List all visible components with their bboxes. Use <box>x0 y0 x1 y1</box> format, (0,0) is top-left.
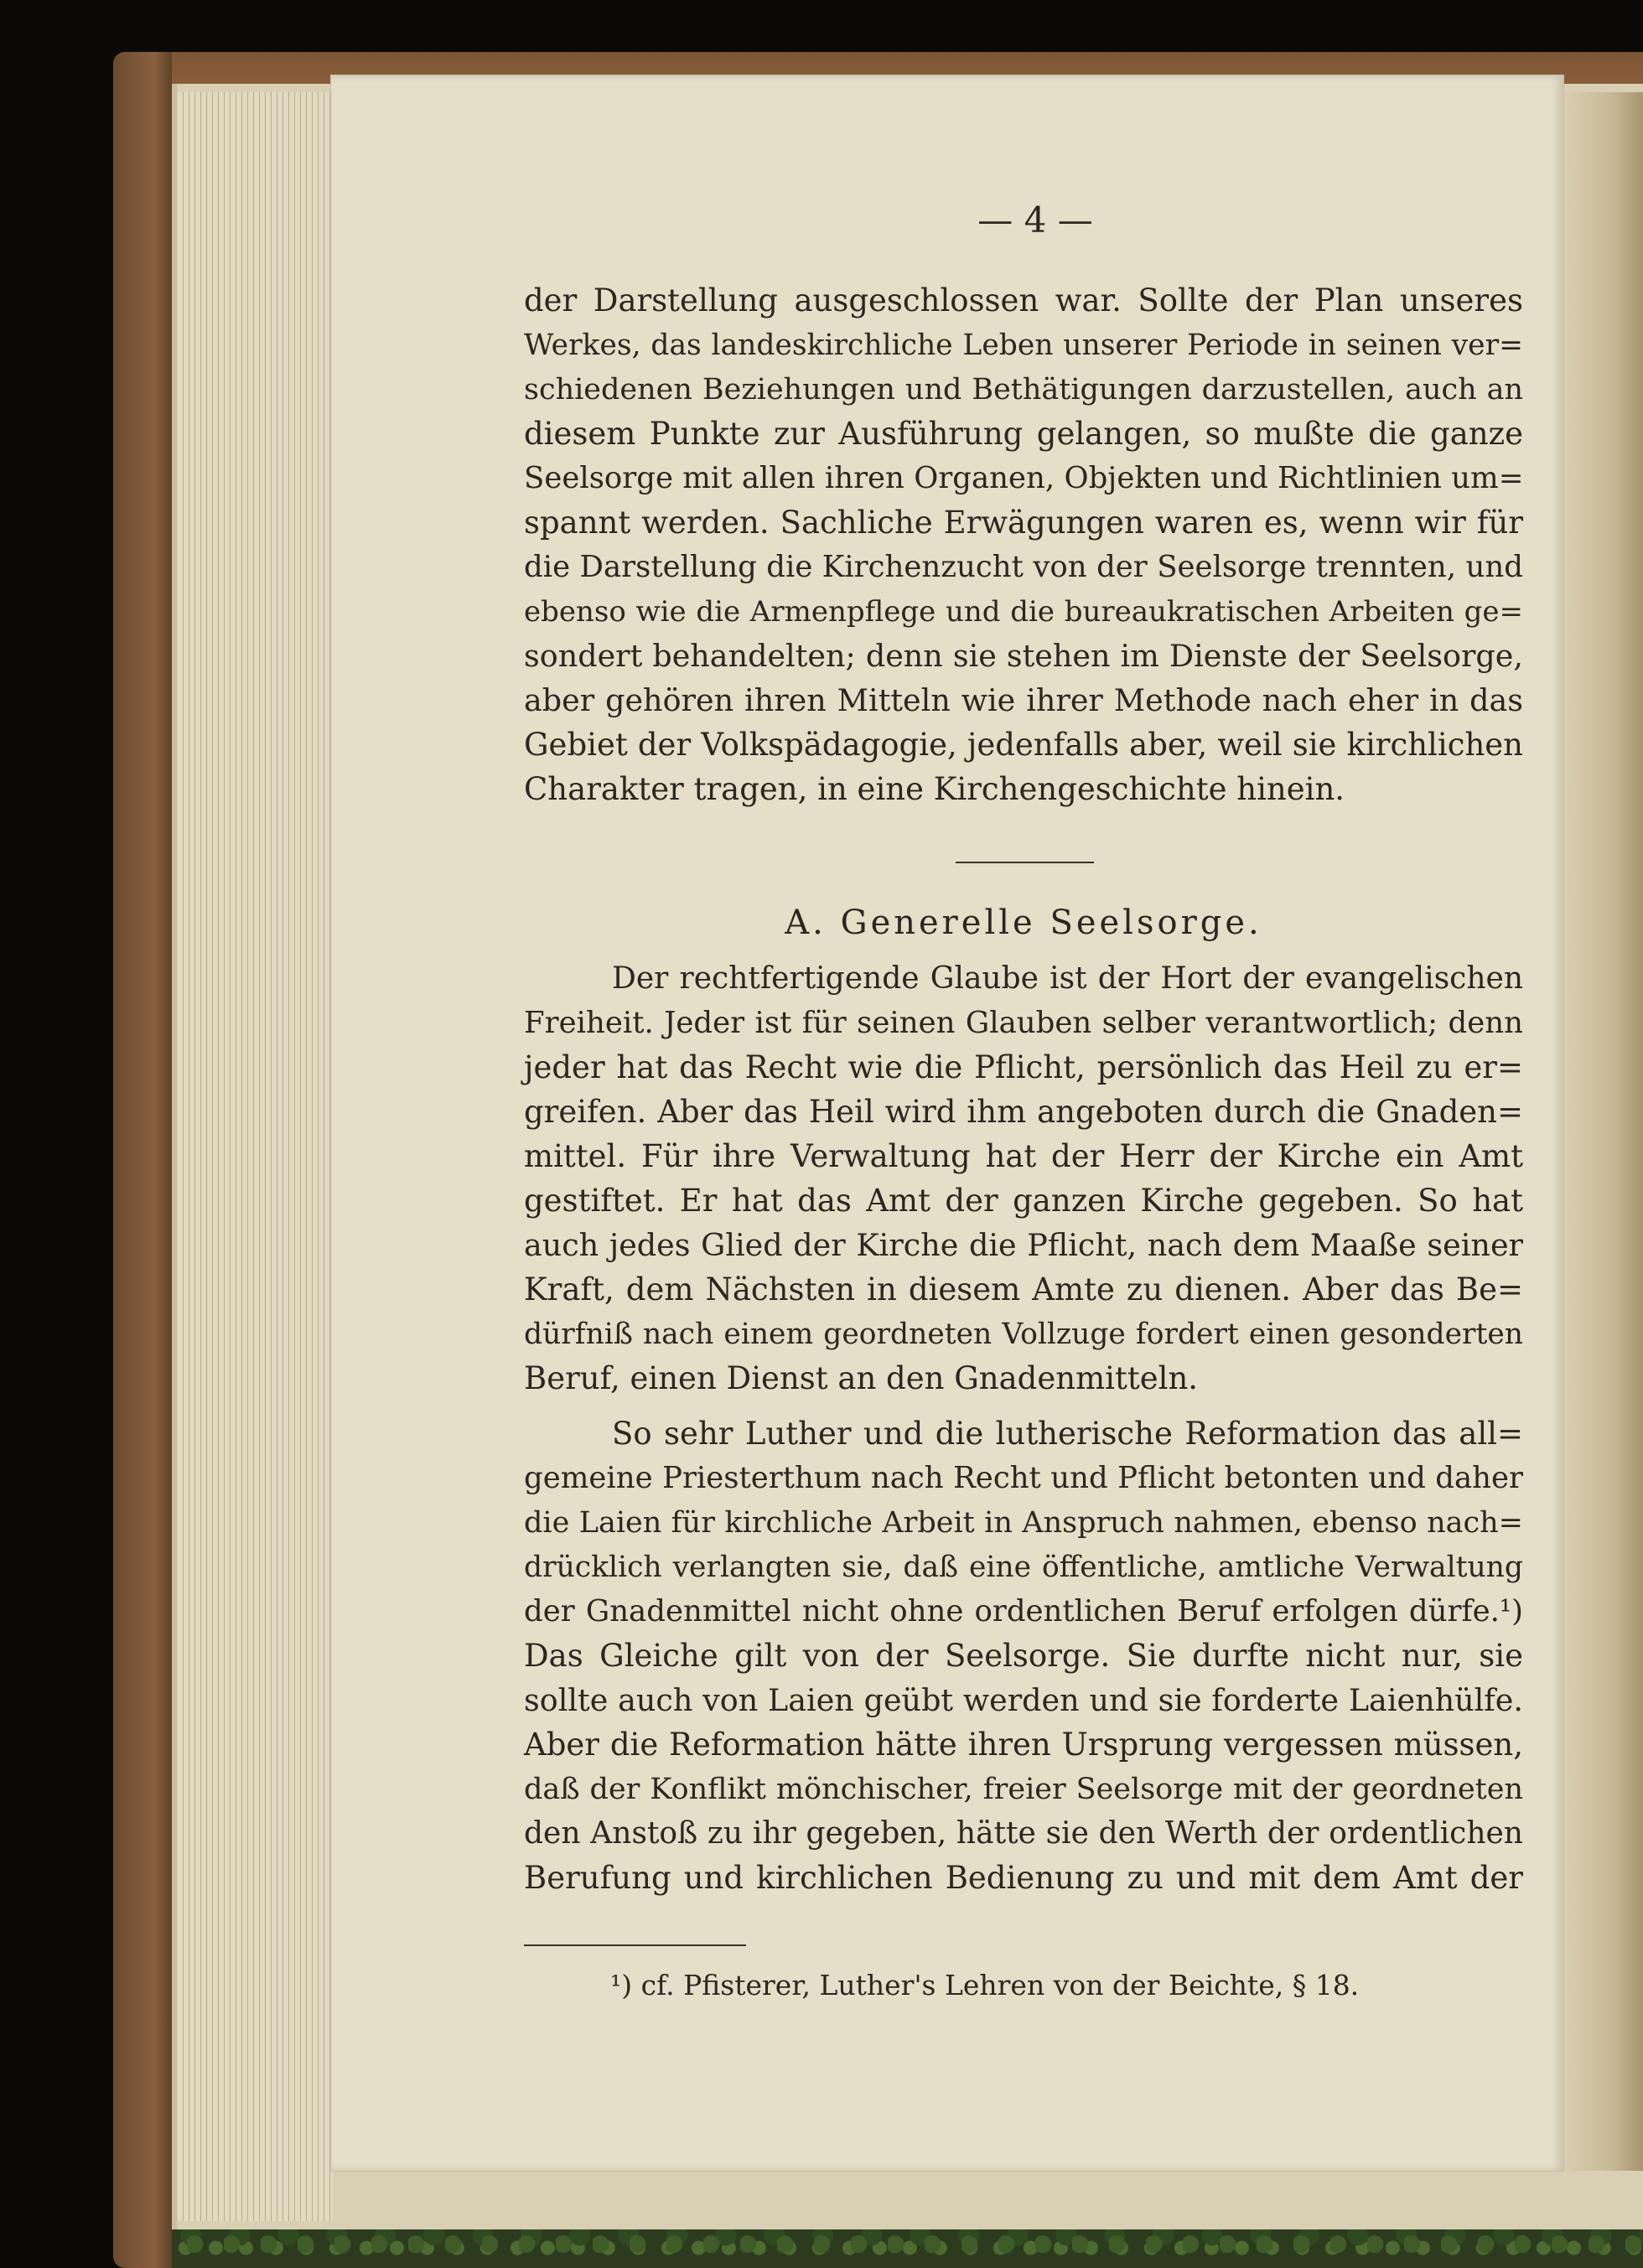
text-line: gemeine Priesterthum nach Recht und Pflicht betonten und daher <box>524 1461 1523 1495</box>
text-line: dürfniß nach einem geordneten Vollzuge fordert einen gesonderten <box>524 1318 1523 1351</box>
text-line: schiedenen Beziehungen und Bethätigungen darzustellen, auch an <box>524 373 1523 406</box>
text-line: spannt werden. Sachliche Erwägungen waren es, wenn wir für <box>524 505 1523 541</box>
text-line: Der rechtfertigende Glaube ist der Hort der evangelischen <box>612 961 1523 996</box>
book-spine-edge <box>113 52 172 2268</box>
text-line: Beruf, einen Dienst an den Gnadenmitteln. <box>524 1360 1199 1396</box>
text-line: Das Gleiche gilt von der Seelsorge. Sie durfte nicht nur, sie <box>524 1638 1523 1674</box>
text-line: diesem Punkte zur Ausführung gelangen, so mußte die ganze <box>524 416 1523 452</box>
text-line: sollte auch von Laien geübt werden und sie forderte Laienhülfe. <box>524 1682 1523 1718</box>
text-line: Werkes, das landeskirchliche Leben unserer Periode in seinen ver= <box>524 329 1523 362</box>
text-line: mittel. Für ihre Verwaltung hat der Herr der Kirche ein Amt <box>524 1138 1523 1174</box>
text-line: Freiheit. Jeder ist für seinen Glauben selber verantwortlich; denn <box>524 1006 1523 1040</box>
footnote-rule <box>524 1944 746 1946</box>
text-line: drücklich verlangten sie, daß eine öffentliche, amtliche Verwaltung <box>524 1551 1523 1584</box>
text-line: der Darstellung ausgeschlossen war. Sollte der Plan unseres <box>524 282 1523 318</box>
text-line: Seelsorge mit allen ihren Organen, Objekten und Richtlinien um= <box>524 461 1524 495</box>
text-line: Kraft, dem Nächsten in diesem Amte zu dienen. Aber das Be= <box>524 1271 1523 1307</box>
text-line: ebenso wie die Armenpflege und die bureaukratischen Arbeiten ge= <box>524 595 1523 629</box>
text-line: der Gnadenmittel nicht ohne ordentlichen Beruf erfolgen dürfe.¹) <box>524 1594 1523 1629</box>
page-number: — 4 — <box>977 199 1093 241</box>
text-line: Gebiet der Volkspädagogie, jedenfalls aber, weil sie kirchlichen <box>524 727 1523 763</box>
text-line: Charakter tragen, in eine Kirchengeschichte hinein. <box>524 771 1345 807</box>
text-line: Berufung und kirchlichen Bedienung zu und mit dem Amt der <box>524 1860 1523 1896</box>
text-line: auch jedes Glied der Kirche die Pflicht, nach dem Maaße seiner <box>524 1227 1523 1263</box>
text-line: daß der Konflikt mönchischer, freier Seelsorge mit der geordneten <box>524 1773 1523 1806</box>
section-heading: A. Generelle Seelsorge. <box>785 904 1262 942</box>
text-line: die Laien für kirchliche Arbeit in Anspruch nahmen, ebenso nach= <box>524 1506 1523 1540</box>
text-line: So sehr Luther und die lutherische Reformation das all= <box>612 1416 1523 1452</box>
page-edges <box>178 92 333 2221</box>
section-divider <box>956 862 1094 863</box>
text-line: den Anstoß zu ihr gegeben, hätte sie den Werth der ordentlichen <box>524 1816 1523 1851</box>
text-line: greifen. Aber das Heil wird ihm angeboten durch die Gnaden= <box>524 1094 1523 1130</box>
footnote: ¹) cf. Pfisterer, Luther's Lehren von der Beichte, § 18. <box>610 1969 1360 2001</box>
text-line: die Darstellung die Kirchenzucht von der Seelsorge trennten, und <box>524 550 1523 584</box>
text-line: gestiftet. Er hat das Amt der ganzen Kirche gegeben. So hat <box>524 1183 1523 1219</box>
facing-page-edge <box>1563 92 1643 2171</box>
text-line: sondert behandelten; denn sie stehen im Dienste der Seelsorge, <box>524 638 1523 674</box>
text-line: Aber die Reformation hätte ihren Ursprung vergessen müssen, <box>524 1727 1523 1763</box>
text-line: jeder hat das Recht wie die Pflicht, persönlich das Heil zu er= <box>524 1049 1523 1085</box>
text-line: aber gehören ihren Mitteln wie ihrer Methode nach eher in das <box>524 682 1523 718</box>
